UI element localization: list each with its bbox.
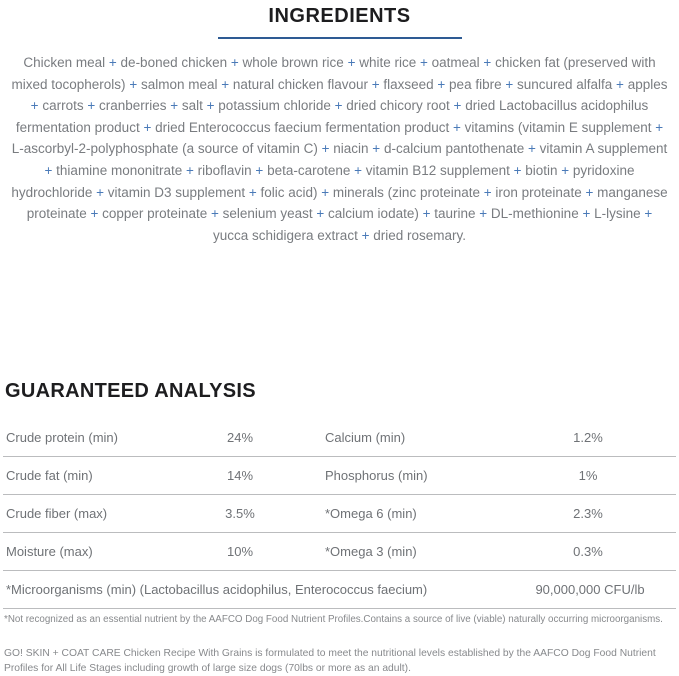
guaranteed-analysis-table — [3, 419, 676, 609]
nutrient-value: 14% — [226, 468, 254, 483]
table-row-microorganisms — [3, 571, 676, 609]
nutrient-label: Crude protein (min) — [6, 430, 118, 445]
nutrient-label: Crude fat (min) — [6, 468, 93, 483]
nutrient-value: 1% — [578, 468, 598, 483]
nutrient-label: Phosphorus (min) — [325, 468, 428, 483]
nutrient-value: 1.2% — [573, 430, 603, 445]
asterisk-footnote: *Not recognized as an essential nutrient by the AAFCO Dog Food Nutrient Profiles.Contains a source of live (viable) naturally occurring microorganisms. — [4, 614, 663, 625]
nutrient-label: *Microorganisms (min) (Lactobacillus acidophilus, Enterococcus faecium) — [6, 582, 428, 597]
nutrient-value: 10% — [226, 544, 254, 559]
nutrient-value: 2.3% — [573, 506, 603, 521]
ingredients-section — [0, 0, 679, 246]
table-row — [3, 457, 676, 495]
ingredients-title: INGREDIENTS — [268, 5, 411, 27]
nutrient-label: Moisture (max) — [6, 544, 93, 559]
guaranteed-analysis-title: GUARANTEED ANALYSIS — [5, 380, 256, 402]
nutrient-value: 90,000,000 CFU/lb — [535, 582, 645, 597]
guaranteed-analysis-section — [0, 380, 679, 609]
nutrient-value: 24% — [226, 430, 254, 445]
table-row — [3, 419, 676, 457]
nutrient-value: 3.5% — [225, 506, 255, 521]
nutrient-label: Calcium (min) — [325, 430, 406, 445]
title-underline-rule — [218, 37, 462, 39]
nutrient-value: 0.3% — [573, 544, 603, 559]
table-row — [3, 533, 676, 571]
ingredients-text: Chicken meal + de-boned chicken + whole brown rice + white rice + oatmeal + chicken fat (preserved with mixed tocopherols) + salmon meal + natural chicken flavour + flaxseed + pea fibre + suncured alfalfa + apples + carrots + cranberries + salt + potassium chloride + dried chicory root + dried Lactobacillus acidophilus fermentation product + dried Enterococcus faecium fermentation product + vitamins (vitamin E supplement + L-ascorbyl-2-polyphosphate (a source of vitamin C) + niacin + d-calcium pantothenate + vitamin A supplement + thiamine mononitrate + riboflavin + beta-carotene + vitamin B12 supplement + biotin + pyridoxine hydrochloride + vitamin D3 supplement + folic acid) + minerals (zinc proteinate + iron proteinate + manganese proteinate + copper proteinate + selenium yeast + calcium iodate) + taurine + DL-methionine + L-lysine + yucca schidigera extract + dried rosemary. — [11, 55, 668, 243]
table-row — [3, 495, 676, 533]
nutrient-label: *Omega 6 (min) — [325, 506, 417, 521]
nutrient-label: *Omega 3 (min) — [325, 544, 417, 559]
aafco-statement: GO! SKIN + COAT CARE Chicken Recipe With Grains is formulated to meet the nutritional levels established by the AAFCO Dog Food Nutrient Profiles for All Life Stages including growth of large size dogs (70lbs or more as an adult). — [4, 648, 656, 674]
nutrient-label: Crude fiber (max) — [6, 506, 108, 521]
